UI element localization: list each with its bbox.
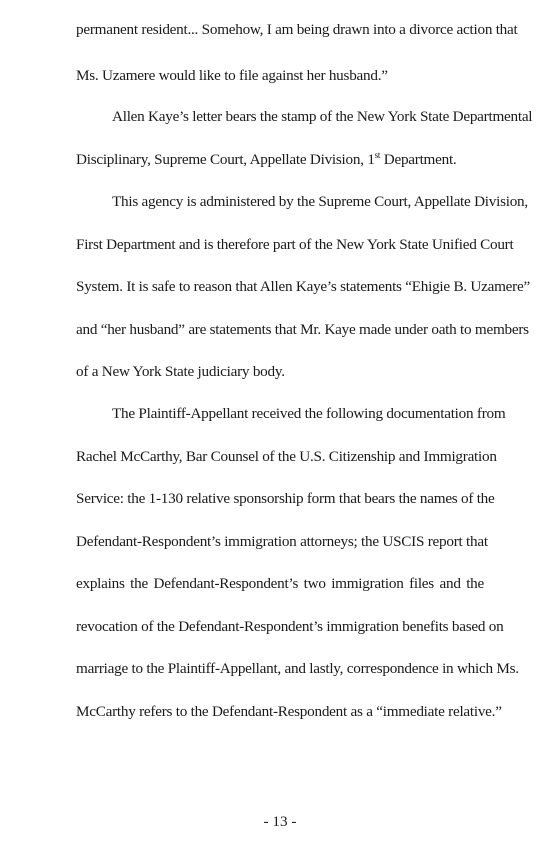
body-line-text: Disciplinary, Supreme Court, Appellate Division, 1 (76, 151, 375, 168)
body-line: Allen Kaye’s letter bears the stamp of the New York State Departmental (112, 108, 533, 125)
body-line: of a New York State judiciary body. (76, 363, 285, 380)
body-line: and “her husband” are statements that Mr. Kaye made under oath to members (76, 321, 529, 338)
ordinal-superscript: st (374, 149, 381, 160)
body-line: explains the Defendant-Respondent’s two immigration files and the (76, 575, 484, 592)
body-line: Rachel McCarthy, Bar Counsel of the U.S. Citizenship and Immigration (76, 448, 497, 465)
body-line: Ms. Uzamere would like to file against her husband.” (76, 67, 388, 84)
body-line: Service: the 1-130 relative sponsorship form that bears the names of the (76, 490, 495, 507)
body-line: First Department and is therefore part of the New York State Unified Court (76, 236, 514, 253)
body-line: Defendant-Respondent’s immigration attorneys; the USCIS report that (76, 533, 488, 550)
body-line: The Plaintiff-Appellant received the following documentation from (112, 405, 506, 422)
body-line: marriage to the Plaintiff-Appellant, and lastly, correspondence in which Ms. (76, 660, 519, 677)
body-line: permanent resident... Somehow, I am being drawn into a divorce action that (76, 21, 518, 38)
body-line-text: Department. (380, 151, 457, 168)
body-line: This agency is administered by the Supreme Court, Appellate Division, (112, 193, 528, 210)
page-number: - 13 - (263, 813, 297, 830)
body-line (76, 150, 484, 170)
body-line: revocation of the Defendant-Respondent’s immigration benefits based on (76, 618, 504, 635)
body-line: McCarthy refers to the Defendant-Respondent as a “immediate relative.” (76, 703, 502, 720)
body-line: System. It is safe to reason that Allen Kaye’s statements “Ehigie B. Uzamere” (76, 278, 530, 295)
